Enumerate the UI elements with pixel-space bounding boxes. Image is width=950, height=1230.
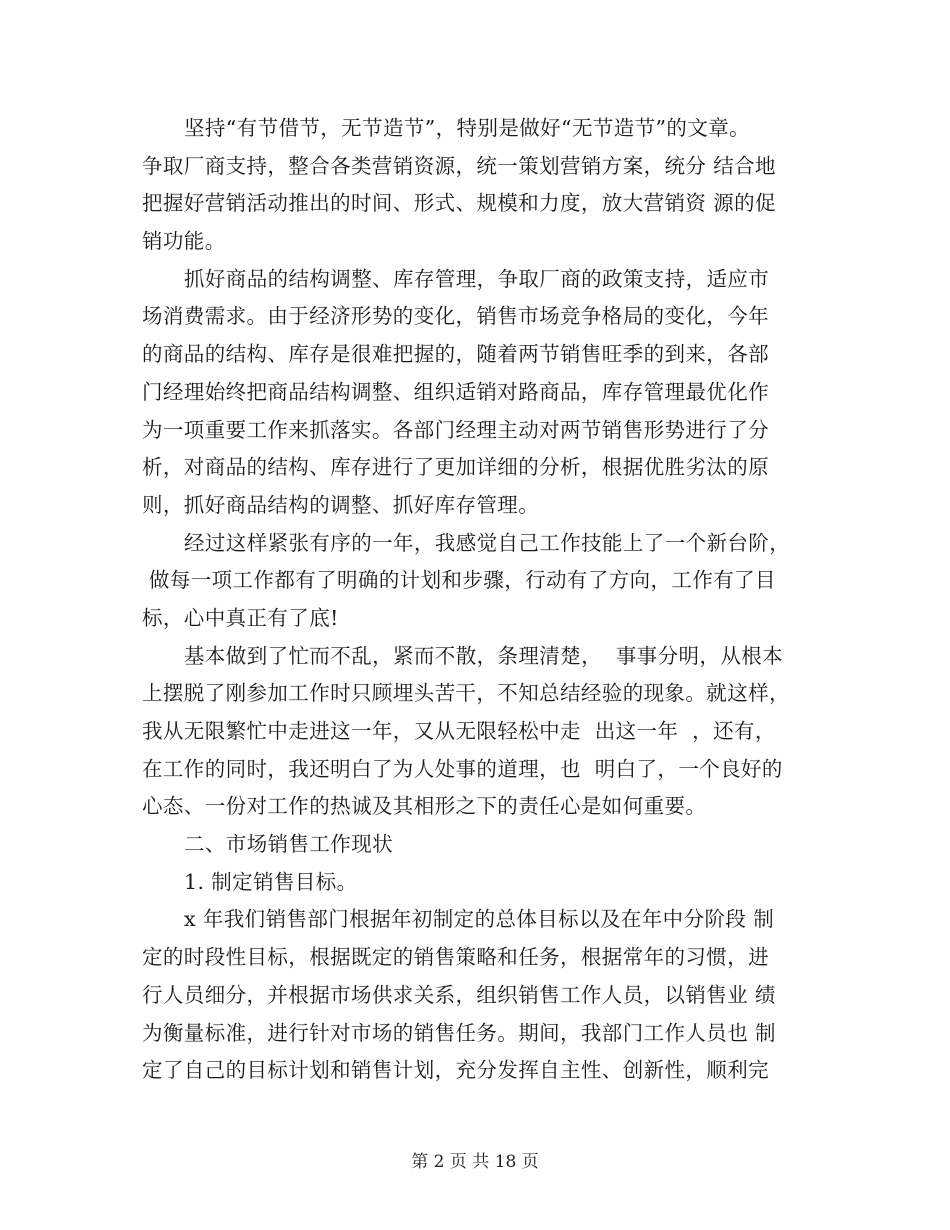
text-line: 经过这样紧张有序的一年，我感觉自己工作技能上了一个新台阶， bbox=[184, 530, 791, 555]
text-line: 1. 制定销售目标。 bbox=[184, 869, 358, 894]
text-line: 门经理始终把商品结构调整、组织适销对路商品，库存管理最优化作 bbox=[142, 379, 769, 404]
text-line: 我从无限繁忙中走进这一年，又从无限轻松中走 出这一年 ，还有， bbox=[142, 719, 776, 743]
text-line: 销功能。 bbox=[142, 229, 226, 254]
text-line: 的商品的结构、库存是很难把握的，随着两节销售旺季的到来，各部 bbox=[142, 342, 769, 367]
text-line: 坚持“有节借节，无节造节”，特别是做好“无节造节”的文章。 bbox=[184, 116, 751, 140]
text-line: 场消费需求。由于经济形势的变化，销售市场竞争格局的变化，今年 bbox=[142, 304, 769, 329]
text-line: 抓好商品的结构调整、库存管理，争取厂商的政策支持，适应市 bbox=[184, 266, 770, 291]
text-line: 争取厂商支持，整合各类营销资源，统一策划营销方案，统分 结合地 bbox=[142, 153, 776, 178]
text-line: 二、市场销售工作现状 bbox=[184, 832, 393, 857]
text-line: 定的时段性目标，根据既定的销售策略和任务，根据常年的习惯，进 bbox=[142, 945, 769, 970]
text-line: 基本做到了忙而不乱，紧而不散，条理清楚， 事事分明，从根本 bbox=[184, 643, 784, 668]
text-line: 上摆脱了刚参加工作时只顾埋头苦干，不知总结经验的现象。就这样， bbox=[142, 681, 790, 706]
page-number-footer: 第 2 页 共 18 页 bbox=[411, 1152, 539, 1172]
text-line: x 年我们销售部门根据年初制定的总体目标以及在年中分阶段 制 bbox=[184, 907, 775, 932]
text-line: 析，对商品的结构、库存进行了更加详细的分析，根据优胜劣汰的原 bbox=[142, 455, 769, 480]
text-line: 标，心中真正有了底! bbox=[142, 605, 339, 630]
text-line: 则，抓好商品结构的调整、抓好库存管理。 bbox=[142, 492, 540, 517]
text-line: 定了自己的目标计划和销售计划，充分发挥自主性、创新性，顺利完 bbox=[142, 1058, 769, 1083]
document-body bbox=[142, 110, 822, 1090]
text-line: 为衡量标准，进行针对市场的销售任务。期间，我部门工作人员也 制 bbox=[142, 1020, 776, 1045]
text-line: 行人员细分，并根据市场供求关系，组织销售工作人员，以销售业 绩 bbox=[142, 982, 776, 1007]
text-line: 心态、一份对工作的热诚及其相形之下的责任心是如何重要。 bbox=[142, 794, 707, 819]
text-line: 把握好营销活动推出的时间、形式、规模和力度，放大营销资 源的促 bbox=[142, 191, 776, 216]
text-line: 做每一项工作都有了明确的计划和步骤，行动有了方向，工作有了目 bbox=[142, 568, 776, 593]
text-line: 在工作的同时，我还明白了为人处事的道理，也 明白了，一个良好的 bbox=[142, 756, 783, 781]
text-line: 为一项重要工作来抓落实。各部门经理主动对两节销售形势进行了分 bbox=[142, 417, 769, 442]
